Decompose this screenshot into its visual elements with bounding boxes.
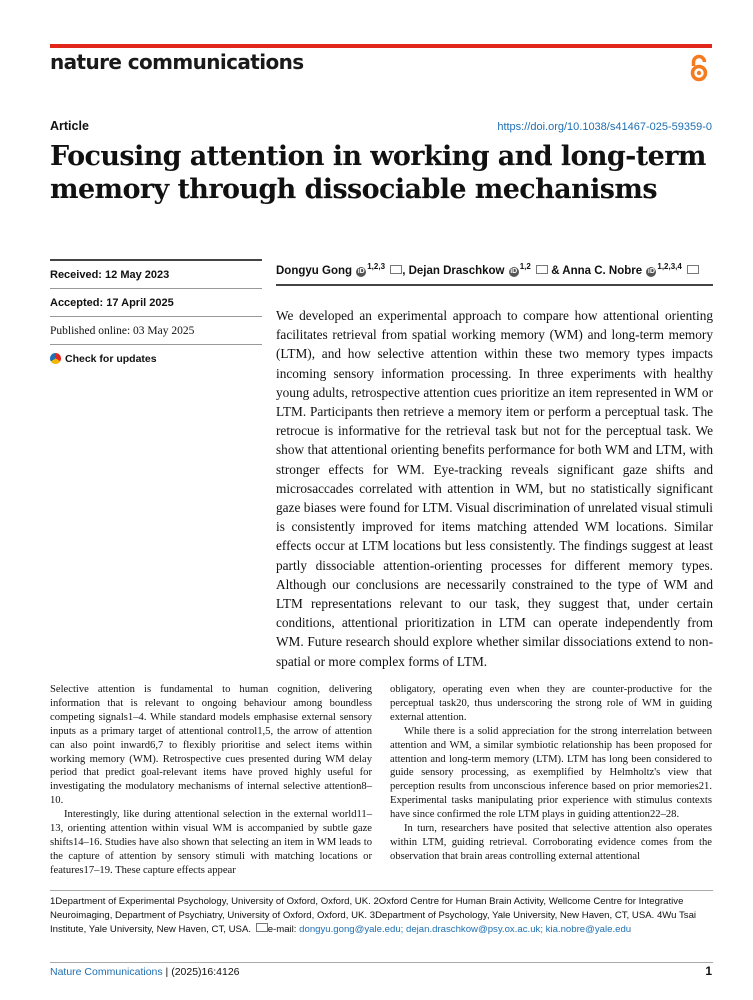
check-updates-label: Check for updates: [65, 352, 157, 365]
received-date: Received: 12 May 2023: [50, 259, 262, 289]
author-name[interactable]: Anna C. Nobre: [562, 264, 643, 277]
article-type-label: Article: [50, 119, 89, 133]
check-updates-row: [50, 345, 262, 372]
author-name[interactable]: Dejan Draschkow: [408, 264, 505, 277]
article-title: Focusing attention in working and long-term memory through dissociable mechanisms: [50, 141, 706, 205]
check-updates-button[interactable]: [50, 353, 157, 365]
footer-journal[interactable]: Nature Communications: [50, 966, 163, 978]
author-affiliation: 1,2: [519, 262, 531, 271]
crossmark-icon: [50, 353, 61, 364]
orcid-icon[interactable]: iD: [357, 267, 365, 275]
author-divider: [276, 284, 713, 286]
body-paragraph: Selective attention is fundamental to human cognition, delivering information that is relevant to ongoing behaviour among boundless competing signals1–4. While standard models emphasise external sensory inputs as a primary target of attentional control1,5, the arrow of attention can also point inward6,7 to flexibly prioritise and select items within working memory (WM). Retrospective cues presented during WM delay period that predict goal-relevant items have proved highly useful for investigating the modulatory mechanisms of internal selective attention8–10.: [50, 684, 372, 807]
author-affiliation: 1,2,3: [367, 262, 386, 271]
mail-icon: [256, 923, 268, 932]
orcid-icon[interactable]: iD: [647, 267, 655, 275]
mail-icon[interactable]: [687, 265, 699, 274]
abstract: We developed an experimental approach to compare how attentional orienting facilitates retrieval from spatial working memory (WM) and long-term memory (LTM), and how selective attention within these two memory types impacts incoming sensory information processing. In three experiments with healthy young adults, retrospective attention cues prioritize an item represented in WM or LTM. Participants then retrieve a memory item or perform a perceptual task. The retrocue is informative for the retrieval task but not for the perceptual task. We show that attentional orienting benefits performance for both WM and LTM, with stronger effects for WM. Eye-tracking reveals significant gaze shifts and microsaccades correlated with attention in WM, but no statistically significant gaze biases were found for LTM. Visual discrimination of unrelated visual stimuli is consistently improved for items matching attended WM locations. Similar effects occur at LTM locations but less consistently. The findings suggest at least partly dissociable attention-orienting processes for different memory types. Although our conclusions are necessarily constrained to the type of WM and LTM representations relevant to our task, they suggest that, under certain conditions, attentional prioritization in LTM can operate independently from WM. Future research should explore whether similar dissociations extend to non-spatial or more complex forms of LTM.: [276, 308, 713, 669]
body-paragraph: Interestingly, like during attentional selection in the external world11–13, orienting attention within visual WM is accompanied by subtle gaze shifts14–16. Studies have also shown that selecting an item in WM leads to the capture of attention by sensory stimuli with matching locations or features17–19. These capture effects appear: [50, 809, 372, 876]
affiliations-text: 1Department of Experimental Psychology, University of Oxford, Oxford, UK. 2Oxford Centre for Human Brain Activity, Wellcome Centre for Integrative Neuroimaging, Department of Psychiatry, University of Oxford, Oxford, UK. 3Department of Psychology, Yale University, New Haven, CT, USA. 4Wu Tsai Institute, Yale University, New Haven, CT, USA.: [50, 896, 697, 935]
affiliations-footnote: [50, 895, 715, 936]
doi-link[interactable]: https://doi.org/10.1038/s41467-025-59359-0: [497, 121, 712, 133]
open-access-icon: [688, 54, 710, 82]
mail-icon[interactable]: [390, 265, 402, 274]
article-meta: [50, 259, 262, 372]
footnote-divider: [50, 890, 713, 891]
journal-name: nature communications: [50, 50, 304, 74]
orcid-icon[interactable]: iD: [510, 267, 518, 275]
footer-divider: [50, 962, 713, 963]
body-paragraph: obligatory, operating even when they are counter-productive for the perceptual task20, thus underscoring the strong role of WM in guiding external attention.: [390, 684, 712, 723]
author-separator: &: [548, 264, 563, 277]
mail-icon[interactable]: [536, 265, 548, 274]
email-label: e-mail:: [267, 923, 297, 935]
body-column-right: [390, 683, 712, 864]
author-separator: ,: [402, 264, 409, 277]
footer-citation: [50, 966, 240, 978]
author-affiliation: 1,2,3,4: [657, 262, 682, 271]
author-name[interactable]: Dongyu Gong: [276, 264, 353, 277]
email-links[interactable]: dongyu.gong@yale.edu; dejan.draschkow@psy.ox.ac.uk; kia.nobre@yale.edu: [299, 923, 632, 935]
accepted-date: Accepted: 17 April 2025: [50, 289, 262, 317]
body-paragraph: While there is a solid appreciation for the strong interrelation between attention and WM, a similar symbiotic relationship has been proposed for attention and long-term memory (LTM). LTM has long been considered to guide sensory processing, as exemplified by Helmholtz's view that perception results from unconscious inference based on prior memories21. Experimental tasks manipulating prior experience with stimulus contexts have since confirmed the role LTM plays in guiding attention22–28.: [390, 725, 712, 821]
body-column-left: [50, 683, 372, 878]
header-accent-bar: [50, 44, 712, 48]
footer-volume: | (2025)16:4126: [162, 966, 240, 978]
page-number: 1: [705, 964, 712, 978]
author-list: [276, 262, 716, 277]
published-date: Published online: 03 May 2025: [50, 317, 262, 345]
body-paragraph: In turn, researchers have posited that selective attention also operates within LTM, guiding retrieval. Corroborating evidence comes from the observation that brain areas controlling external attentional: [390, 823, 712, 862]
